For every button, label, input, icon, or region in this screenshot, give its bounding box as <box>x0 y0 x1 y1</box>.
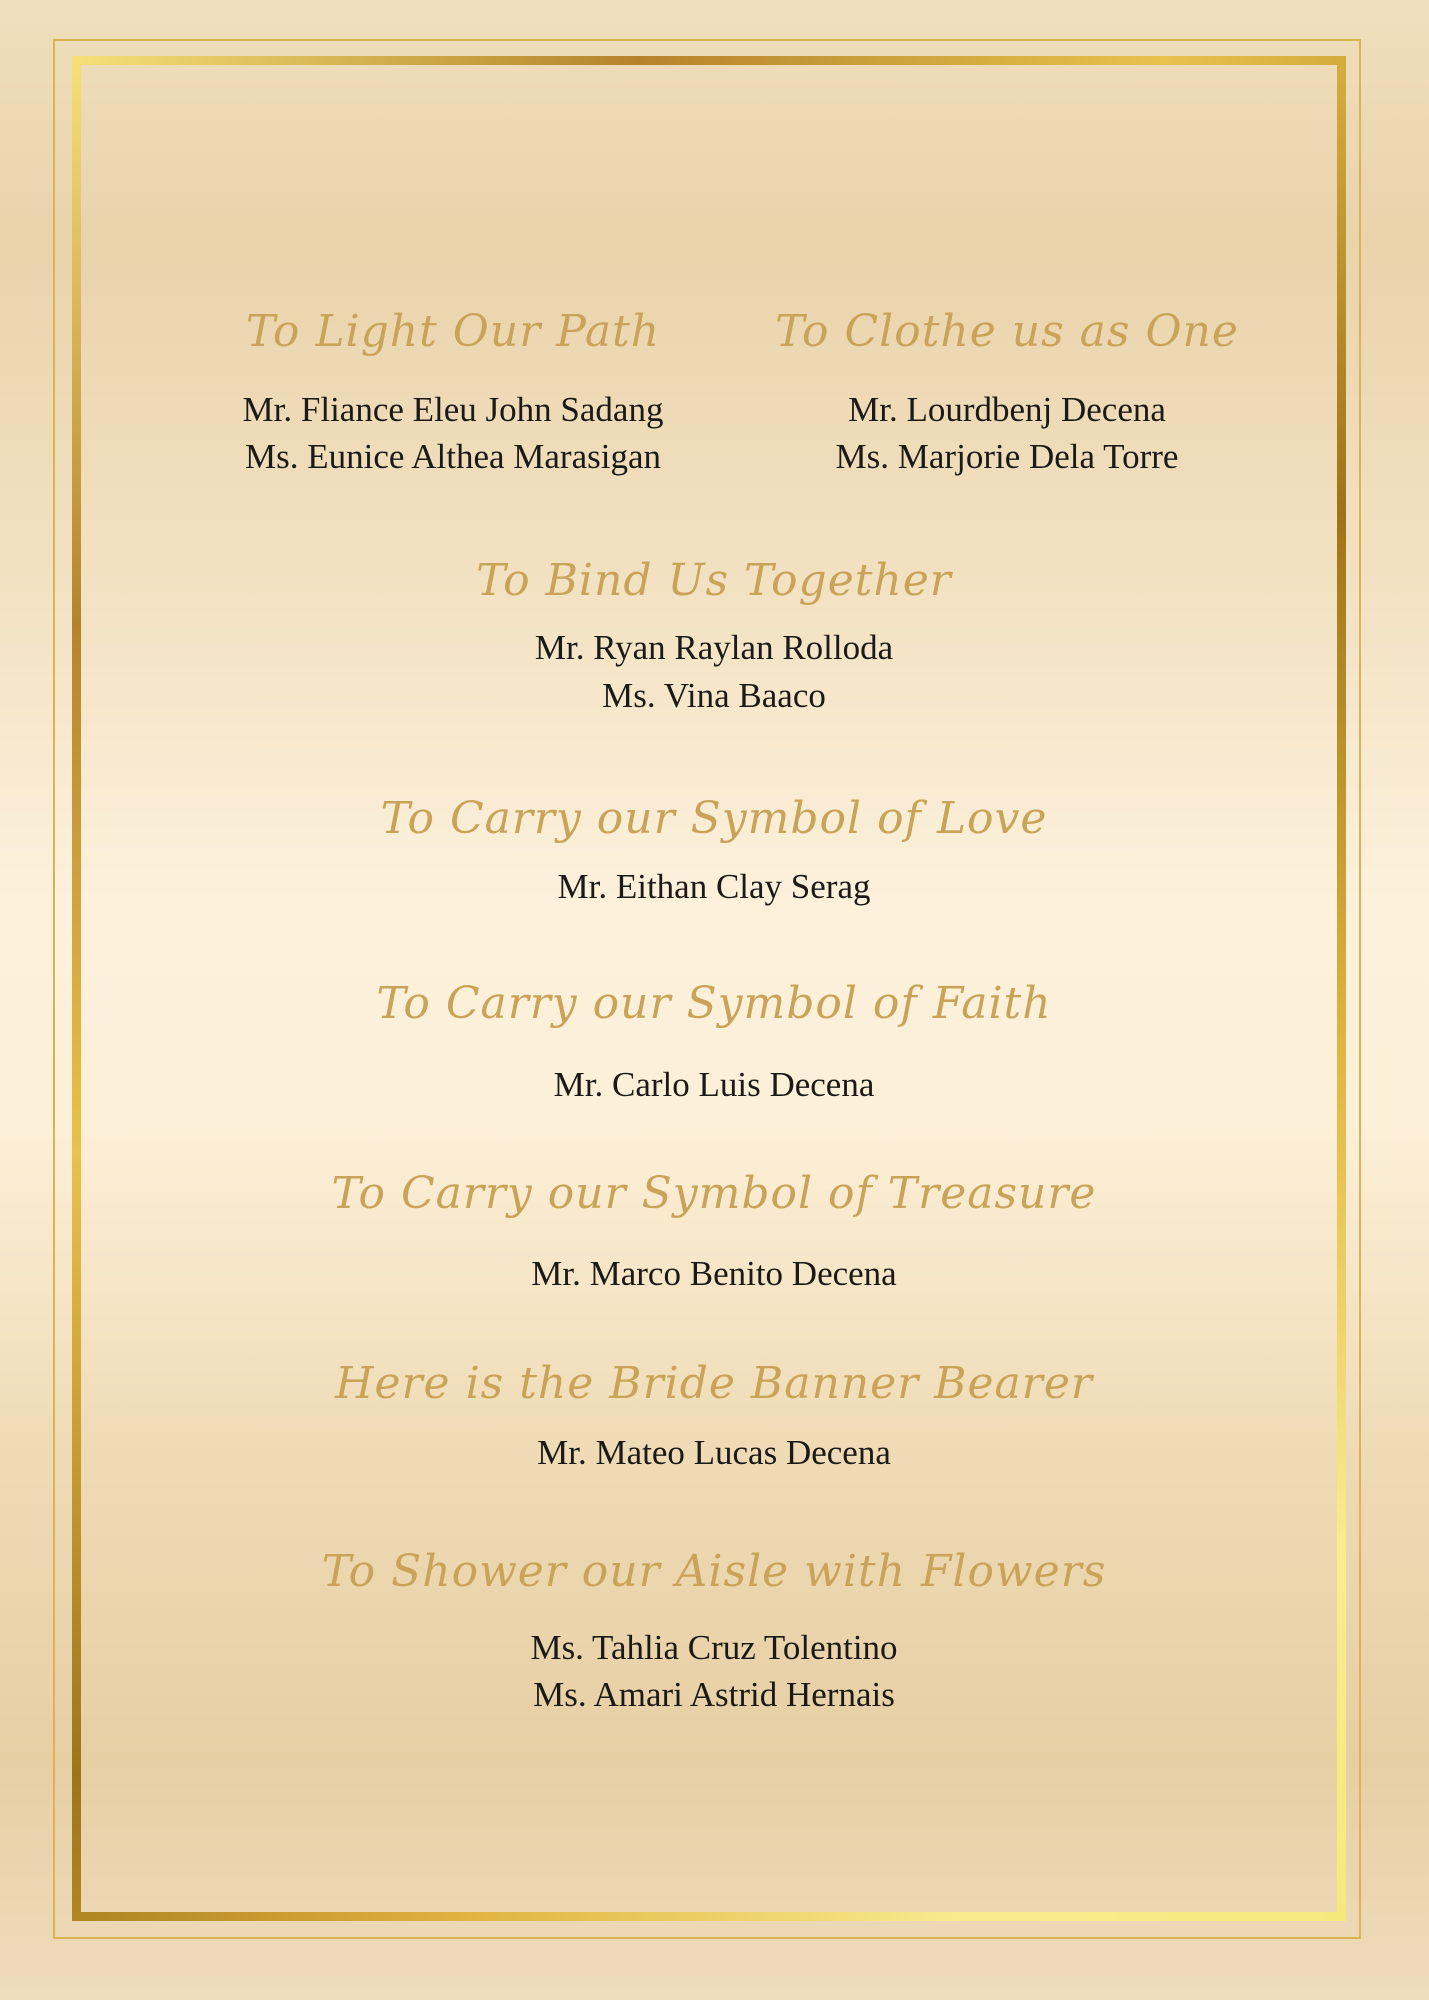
name-line: Mr. Mateo Lucas Decena <box>537 1433 891 1472</box>
section-heading-bind-us-together: To Bind Us Together <box>476 555 952 606</box>
section-heading-symbol-of-love: To Carry our Symbol of Love <box>380 793 1048 844</box>
section-heading-shower-aisle-flowers: To Shower our Aisle with Flowers <box>321 1546 1107 1597</box>
name-line: Ms. Tahlia Cruz Tolentino <box>530 1628 898 1667</box>
section-heading-symbol-of-faith: To Carry our Symbol of Faith <box>376 978 1052 1029</box>
name-line: Ms. Amari Astrid Hernais <box>533 1675 895 1714</box>
section-heading-banner-bearer: Here is the Bride Banner Bearer <box>335 1358 1093 1409</box>
name-line: Ms. Vina Baaco <box>602 676 826 715</box>
section-heading-symbol-of-treasure: To Carry our Symbol of Treasure <box>331 1168 1097 1219</box>
name-line: Ms. Marjorie Dela Torre <box>835 437 1179 476</box>
name-line: Mr. Eithan Clay Serag <box>557 867 871 906</box>
name-line: Mr. Fliance Eleu John Sadang <box>242 390 664 429</box>
section-heading-light-our-path: To Light Our Path <box>245 306 661 357</box>
name-line: Mr. Marco Benito Decena <box>531 1254 897 1293</box>
name-line: Mr. Ryan Raylan Rolloda <box>534 628 894 667</box>
name-line: Mr. Carlo Luis Decena <box>553 1065 875 1104</box>
name-line: Mr. Lourdbenj Decena <box>848 390 1166 429</box>
section-heading-clothe-us-as-one: To Clothe us as One <box>775 306 1239 357</box>
name-line: Ms. Eunice Althea Marasigan <box>244 437 662 476</box>
